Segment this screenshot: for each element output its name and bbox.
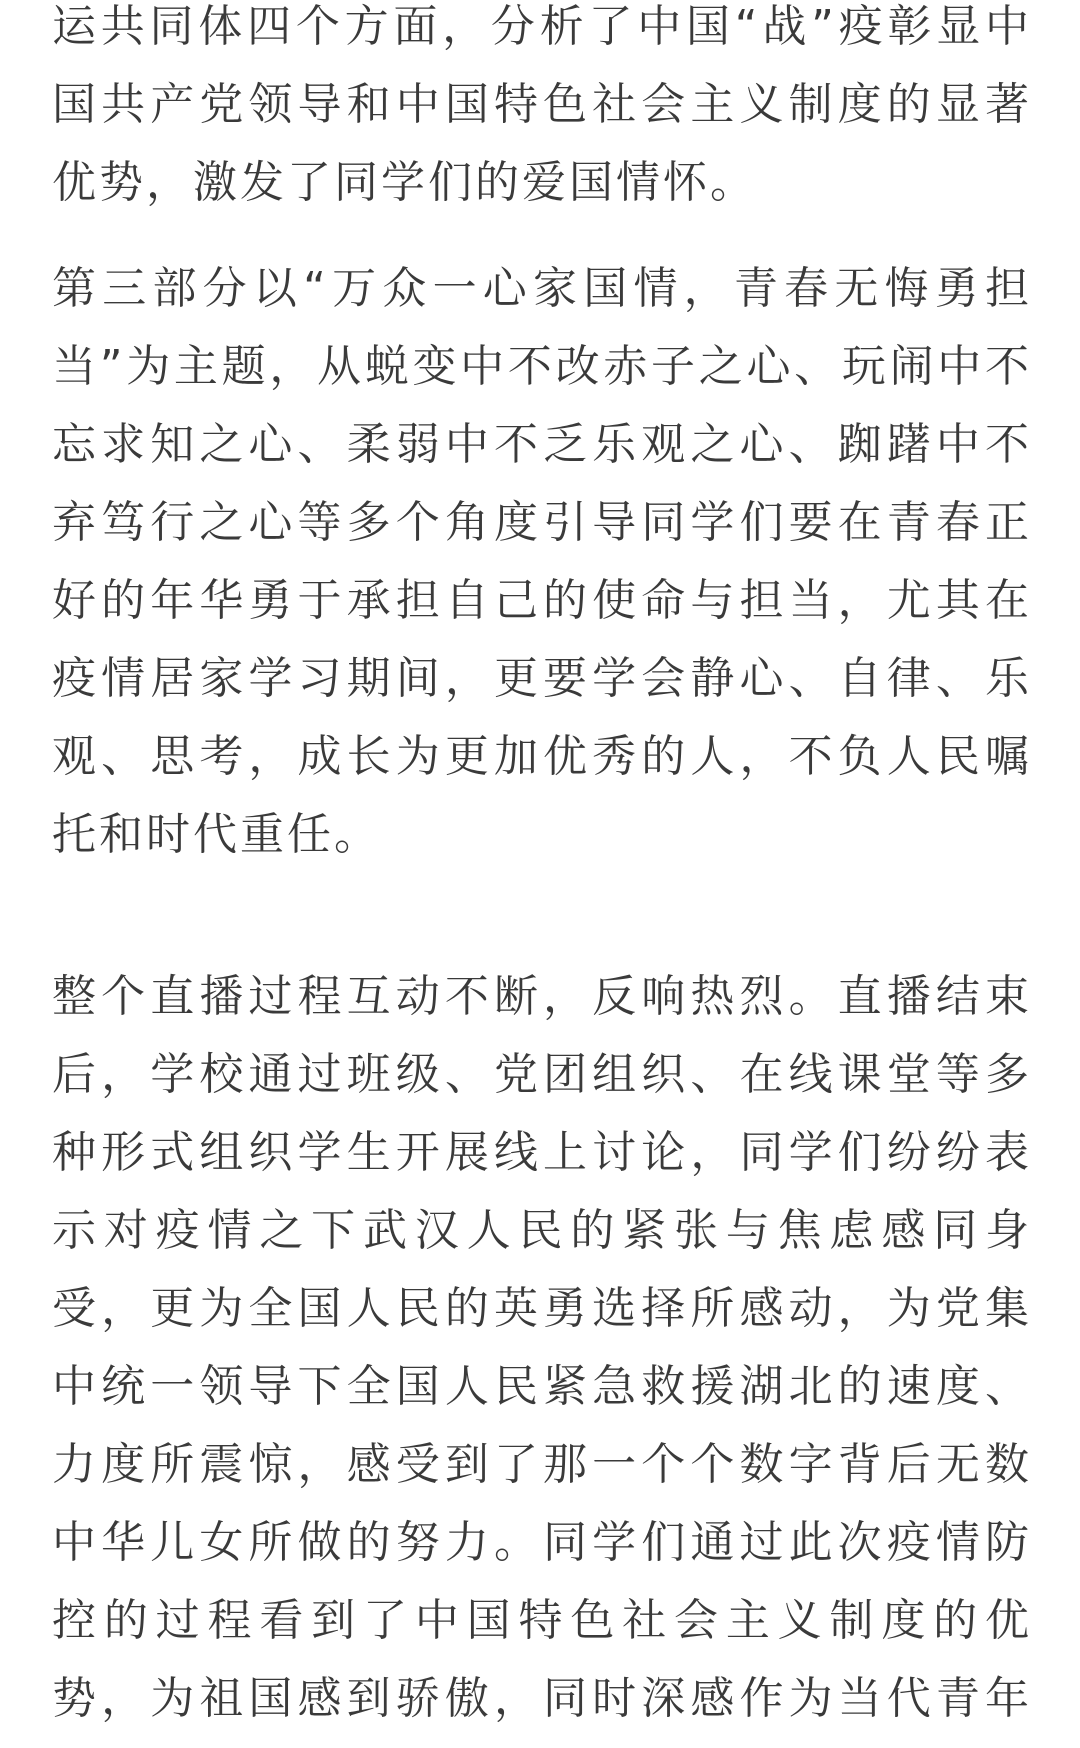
text-line: 观、思考，成长为更加优秀的人，不负人民嘱 [52, 731, 1032, 782]
text-line: 受，更为全国人民的英勇选择所感动，为党集 [52, 1283, 1032, 1334]
text-line: 运共同体四个方面，分析了中国“战”疫彰显中 [52, 1, 1032, 52]
text-line: 种形式组织学生开展线上讨论，同学们纷纷表 [52, 1127, 1032, 1178]
text-line: 国共产党领导和中国特色社会主义制度的显著 [52, 79, 1032, 130]
paragraph-2 [52, 250, 1032, 874]
text-line: 整个直播过程互动不断，反响热烈。直播结束 [52, 971, 1032, 1022]
text-line: 中统一领导下全国人民紧急救援湖北的速度、 [52, 1361, 1032, 1412]
text-line: 中华儿女所做的努力。同学们通过此次疫情防 [52, 1517, 1032, 1568]
text-line: 示对疫情之下武汉人民的紧张与焦虑感同身 [52, 1205, 1032, 1256]
text-line: 托和时代重任。 [52, 809, 381, 860]
text-line: 优势，激发了同学们的爱国情怀。 [52, 157, 757, 208]
paragraph-3 [52, 958, 1032, 1738]
text-line: 当”为主题，从蜕变中不改赤子之心、玩闹中不 [52, 341, 1032, 392]
text-line: 后，学校通过班级、党团组织、在线课堂等多 [52, 1049, 1032, 1100]
text-line: 弃笃行之心等多个角度引导同学们要在青春正 [52, 497, 1032, 548]
text-line: 忘求知之心、柔弱中不乏乐观之心、踟躇中不 [52, 419, 1032, 470]
text-line: 第三部分以“万众一心家国情，青春无悔勇担 [52, 263, 1032, 314]
text-line: 控的过程看到了中国特色社会主义制度的优 [52, 1595, 1032, 1646]
text-line: 势，为祖国感到骄傲，同时深感作为当代青年 [52, 1673, 1032, 1724]
paragraph-1 [52, 0, 1032, 222]
text-line: 疫情居家学习期间，更要学会静心、自律、乐 [52, 653, 1032, 704]
text-line: 好的年华勇于承担自己的使命与担当，尤其在 [52, 575, 1032, 626]
text-line: 力度所震惊，感受到了那一个个数字背后无数 [52, 1439, 1032, 1490]
